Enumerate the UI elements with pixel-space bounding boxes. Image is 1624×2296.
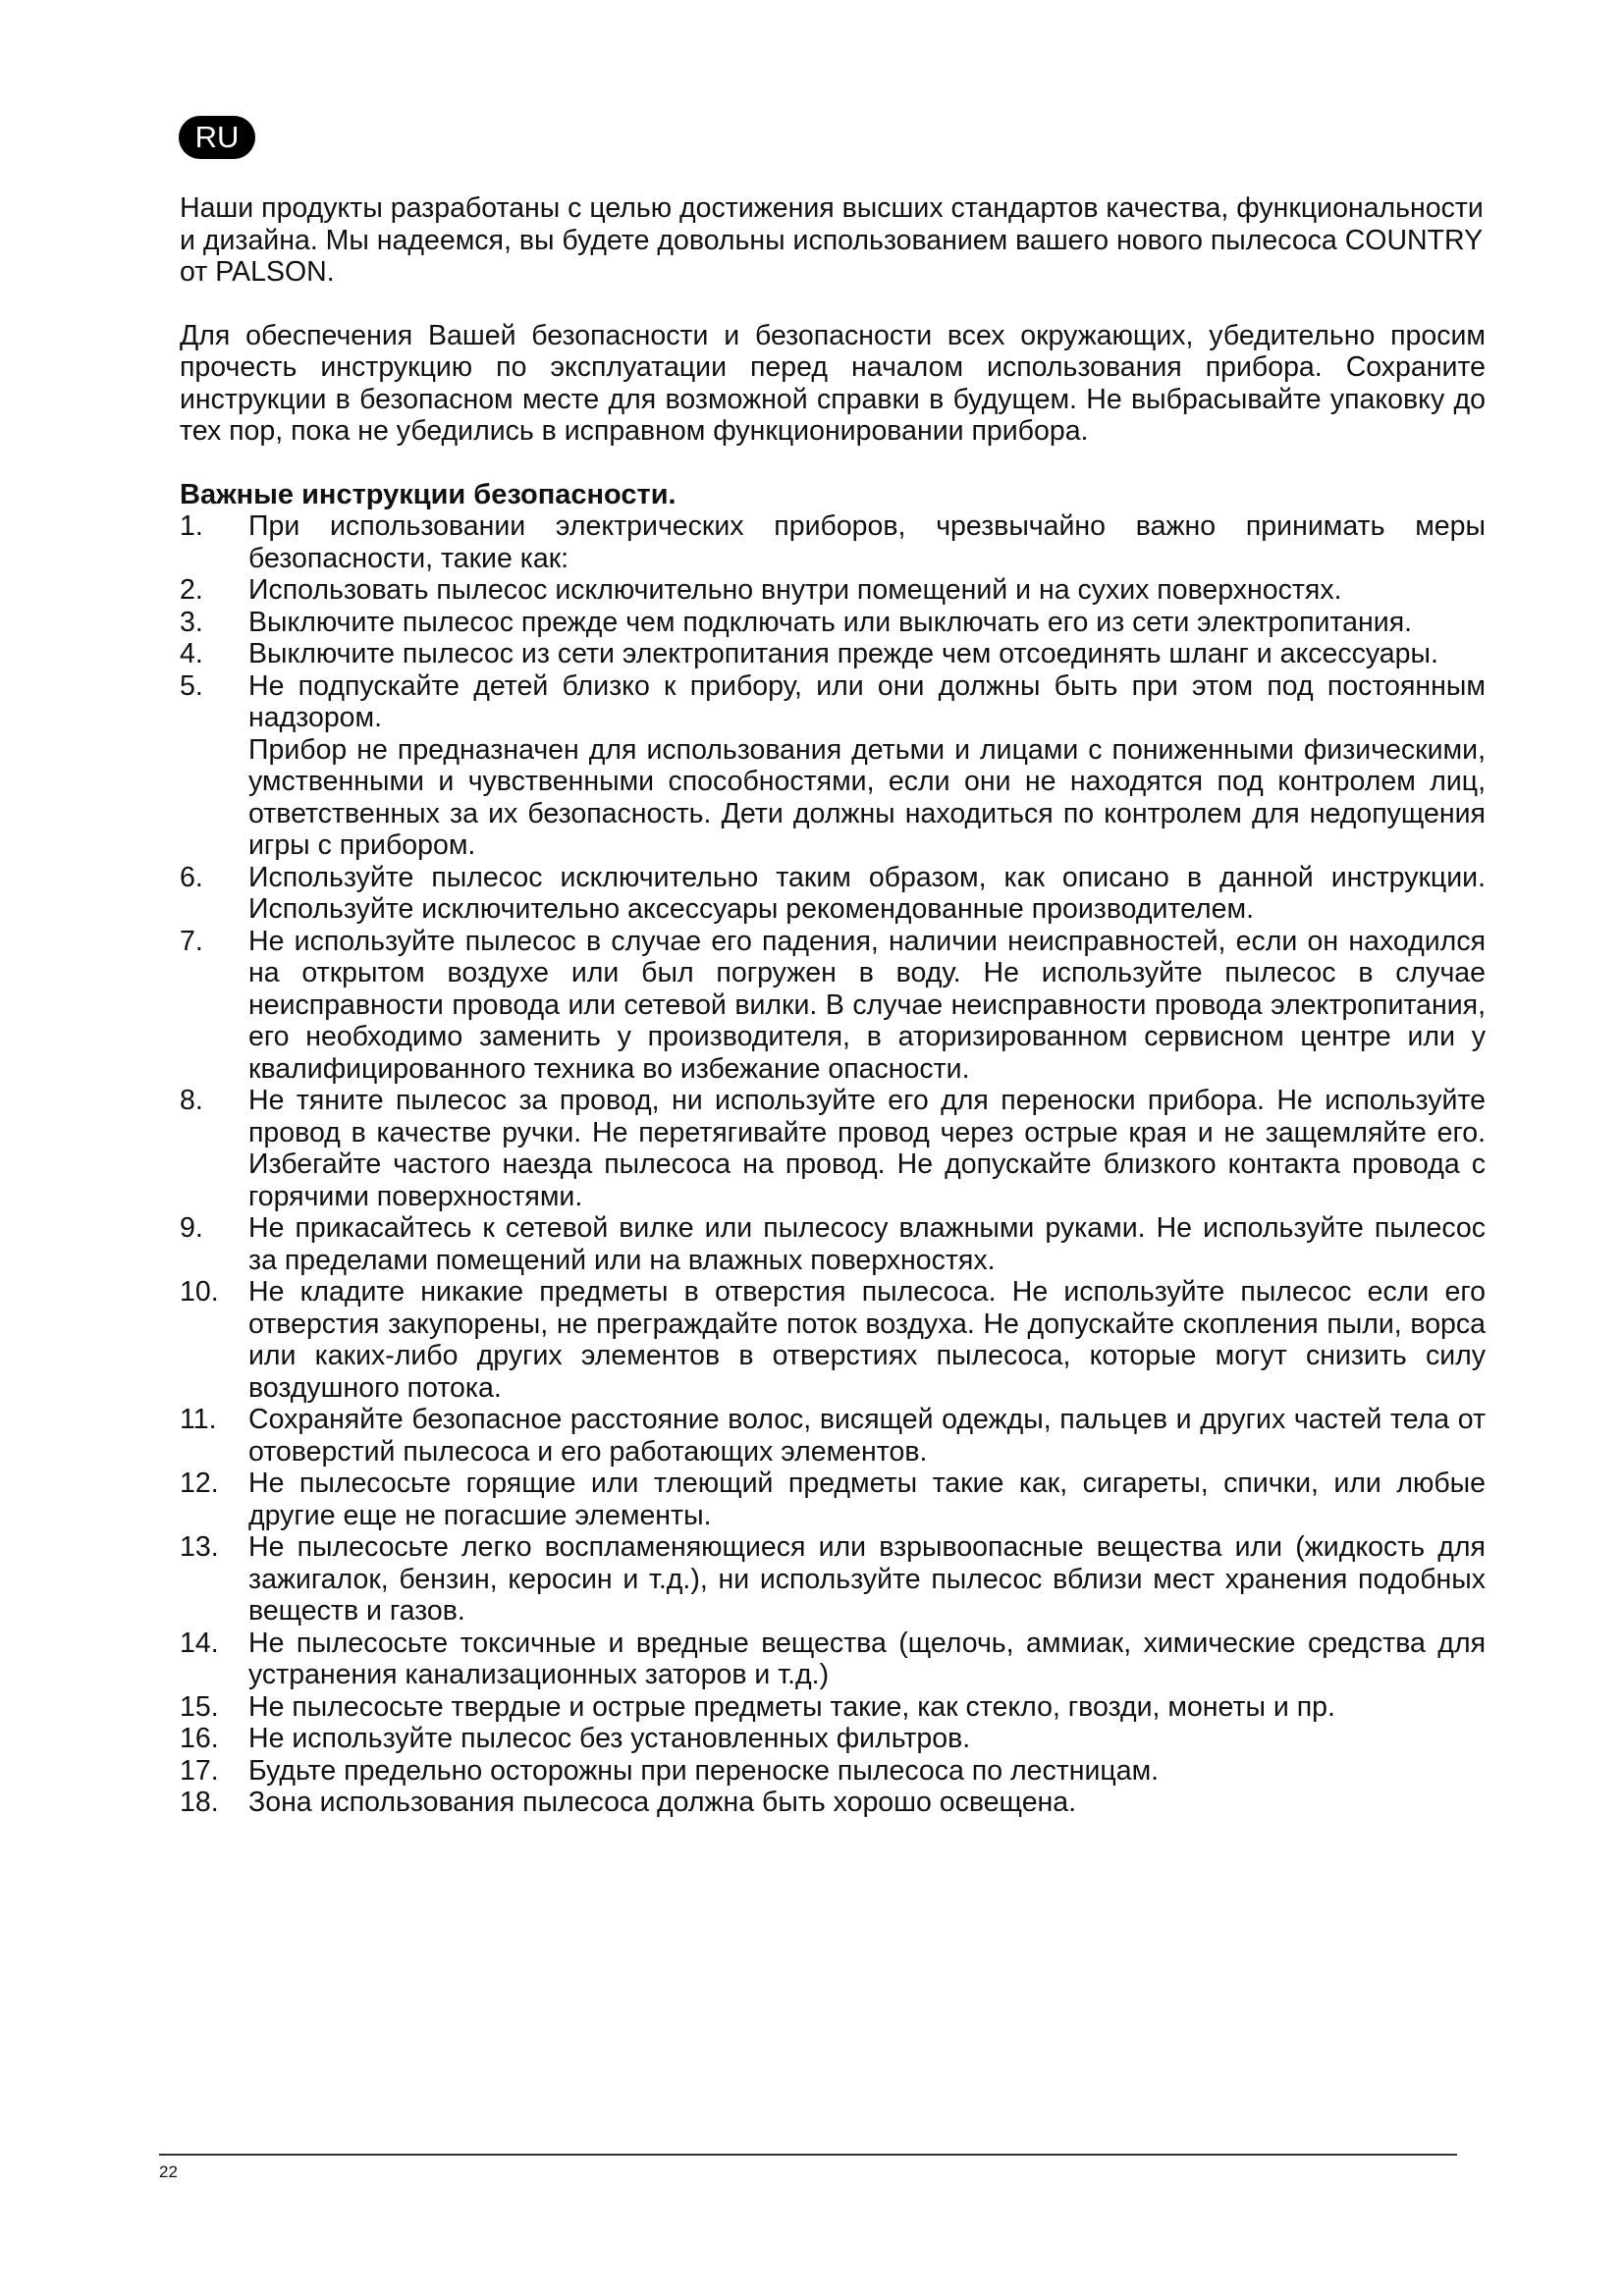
- list-item: [180, 638, 1486, 670]
- item-number: 12.: [180, 1468, 219, 1499]
- item-number: 18.: [180, 1787, 219, 1818]
- item-text: Сохраняйте безопасное расстояние волос, висящей одежды, пальцев и других частей тела от отоверстий пылесоса и его работающих элементов.: [248, 1404, 1486, 1468]
- item-number: 17.: [180, 1754, 219, 1787]
- list-item: [180, 1691, 1486, 1724]
- item-number: 16.: [180, 1723, 219, 1754]
- item-number: 15.: [180, 1690, 219, 1723]
- item-number: 4.: [180, 638, 203, 669]
- list-item: [180, 1723, 1486, 1755]
- item-number: 14.: [180, 1627, 219, 1659]
- list-item: [180, 1468, 1486, 1531]
- list-item: [180, 510, 1486, 574]
- list-item: [180, 1276, 1486, 1404]
- item-text: Не прикасайтесь к сетевой вилке или пылесосу влажными руками. Не используйте пылесос за пределами помещений или на влажных поверхностях.: [248, 1212, 1486, 1276]
- safety-instructions-list: [180, 510, 1486, 1819]
- item-text: Не пылесосьте легко воспламеняющиеся или взрывоопасные вещества или (жидкость для зажигалок, бензин, керосин и т.д.), ни используйте пылесос вблизи мест хранения подобных веществ и газов.: [248, 1531, 1486, 1627]
- item-extra-text: Прибор не предназначен для использования детьми и лицами с пониженными физическими, умственными и чувственными способностями, если они не находятся под контролем лиц, ответственных за их безопасность. Дети должны находиться по контролем для недопущения игры с прибором.: [248, 733, 1486, 861]
- item-number: 2.: [180, 574, 203, 606]
- list-item: [180, 1085, 1486, 1212]
- item-text: Не кладите никакие предметы в отверстия пылесоса. Не используйте пылесос если его отверстия закупорены, не преграждайте поток воздуха. Не допускайте скопления пыли, ворса или каких-либо других элементов в отверстиях пылесоса, которые могут снизить силу воздушного потока.: [248, 1276, 1486, 1404]
- list-item: [180, 607, 1486, 639]
- item-number: 9.: [180, 1212, 203, 1244]
- item-number: 11.: [180, 1404, 217, 1435]
- item-text: Зона использования пылесоса должна быть хорошо освещена.: [248, 1787, 1077, 1818]
- list-item: [180, 1628, 1486, 1691]
- item-number: 3.: [180, 606, 203, 638]
- intro-paragraph-2: Для обеспечения Вашей безопасности и безопасности всех окружающих, убедительно просим прочесть инструкцию по эксплуатации перед началом использования прибора. Сохраните инструкции в безопасном месте для возможной справки в будущем. Не выбрасывайте упаковку до тех пор, пока не убедились в исправном функционировании прибора.: [180, 319, 1486, 447]
- item-number: 5.: [180, 669, 203, 702]
- page-number: 22: [159, 2163, 178, 2181]
- list-item: [180, 670, 1486, 862]
- item-number: 1.: [180, 510, 203, 542]
- language-badge: RU: [179, 116, 255, 159]
- intro-paragraph-1: Наши продукты разработаны с целью достижения высших стандартов качества, функциональности и дизайна. Мы надеемся, вы будете довольны использованием вашего нового пылесоса COUNTRY от PALSON.: [180, 192, 1484, 288]
- item-number: 13.: [180, 1531, 219, 1563]
- item-text: Не пылесосьте горящие или тлеющий предметы такие как, сигареты, спички, или любые другие еще не погасшие элементы.: [248, 1468, 1486, 1531]
- item-number: 10.: [180, 1276, 219, 1308]
- item-number: 6.: [180, 861, 203, 893]
- list-item: [180, 1531, 1486, 1628]
- item-number: 7.: [180, 925, 203, 957]
- list-item: [180, 926, 1486, 1086]
- item-text: При использовании электрических приборов, чрезвычайно важно принимать меры безопасности, такие как:: [248, 510, 1486, 574]
- item-text: Использовать пылесос исключительно внутри помещений и на сухих поверхностях.: [248, 574, 1342, 606]
- item-text: Не тяните пылесос за провод, ни используйте его для переноски прибора. Не используйте провод в качестве ручки. Не перетягивайте провод через острые края и не защемляйте его. Избегайте частого наезда пылесоса на провод. Не допускайте близкого контакта провода с горячими поверхностями.: [248, 1085, 1486, 1212]
- list-item: [180, 1787, 1486, 1819]
- item-text: Выключите пылесос прежде чем подключать или выключать его из сети электропитания.: [248, 606, 1413, 638]
- item-text: Используйте пылесос исключительно таким образом, как описано в данной инструкции. Используйте исключительно аксессуары рекомендованные производителем.: [248, 861, 1486, 925]
- item-text: Не подпускайте детей близко к прибору, или они должны быть при этом под постоянным надзором.: [248, 669, 1486, 733]
- list-item: [180, 862, 1486, 926]
- safety-heading: Важные инструкции безопасности.: [180, 478, 677, 510]
- item-text: Не используйте пылесос без установленных фильтров.: [248, 1723, 971, 1754]
- list-item: [180, 574, 1486, 607]
- item-number: 8.: [180, 1085, 203, 1116]
- list-item: [180, 1755, 1486, 1788]
- document-body: [180, 192, 1486, 1819]
- list-item: [180, 1212, 1486, 1276]
- item-text: Не пылесосьте твердые и острые предметы такие, как стекло, гвозди, монеты и пр.: [248, 1690, 1335, 1723]
- footer-divider: [159, 2154, 1457, 2156]
- item-text: Не используйте пылесос в случае его падения, наличии неисправностей, если он находился на открытом воздухе или был погружен в воду. Не используйте пылесос в случае неисправности провода или сетевой вилки. В случае неисправности провода электропитания, его необходимо заменить у производителя, в аторизированном сервисном центре или у квалифицированного техника во избежание опасности.: [248, 925, 1486, 1085]
- item-text: Не пылесосьте токсичные и вредные вещества (щелочь, аммиак, химические средства для устранения канализационных заторов и т.д.): [248, 1627, 1486, 1690]
- item-text: Выключите пылесос из сети электропитания прежде чем отсоединять шланг и аксессуары.: [248, 638, 1438, 669]
- item-text: Будьте предельно осторожны при переноске пылесоса по лестницам.: [248, 1754, 1160, 1787]
- list-item: [180, 1404, 1486, 1468]
